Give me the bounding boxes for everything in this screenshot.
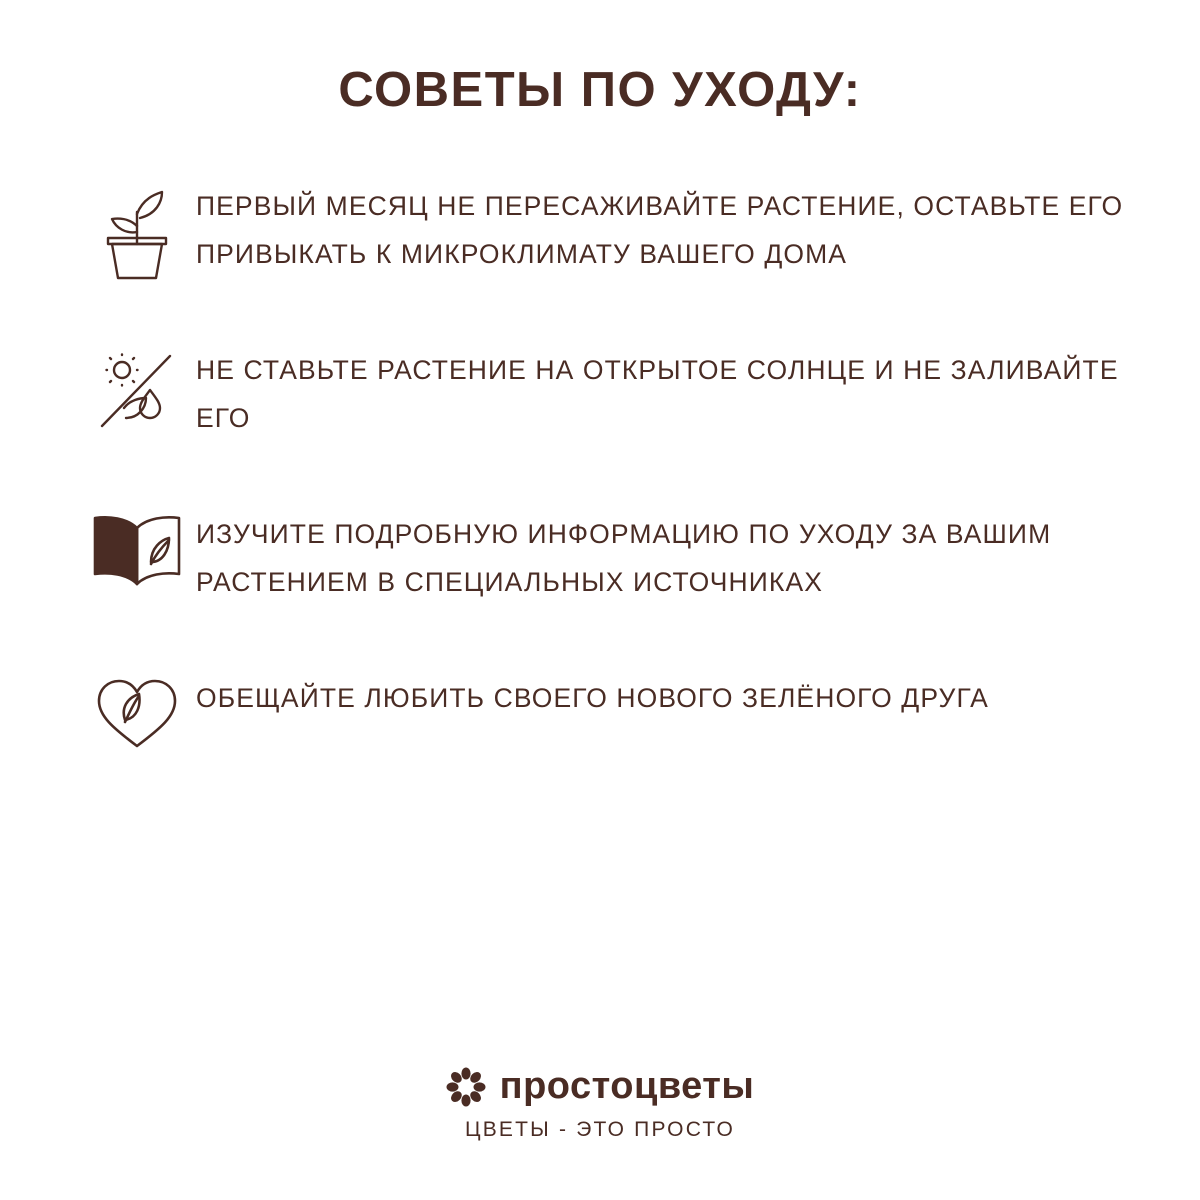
list-item: [0, 506, 1200, 616]
tip-text: ПЕРВЫЙ МЕСЯЦ НЕ ПЕРЕСАЖИВАЙТЕ РАСТЕНИЕ, ОСТАВЬТЕ ЕГО ПРИВЫКАТЬ К МИКРОКЛИМАТУ ВАШЕГО ДОМА: [196, 191, 1124, 269]
open-book-icon: [78, 506, 196, 616]
list-item: [0, 342, 1200, 452]
tip-text: ИЗУЧИТЕ ПОДРОБНУЮ ИНФОРМАЦИЮ ПО УХОДУ ЗА ВАШИМ РАСТЕНИЕМ В СПЕЦИАЛЬНЫХ ИСТОЧНИКАХ: [196, 519, 1052, 597]
tip-text: НЕ СТАВЬТЕ РАСТЕНИЕ НА ОТКРЫТОЕ СОЛНЦЕ И НЕ ЗАЛИВАЙТЕ ЕГО: [196, 355, 1119, 433]
list-item: [0, 670, 1200, 780]
potted-plant-icon: [78, 178, 196, 288]
brand-logo: [0, 1065, 1200, 1108]
brand-tagline: ЦВЕТЫ - ЭТО ПРОСТО: [464, 1118, 736, 1141]
footer: [0, 1065, 1200, 1142]
heart-leaf-icon: [78, 670, 196, 780]
list-item: [0, 178, 1200, 288]
flower-logo-icon: [446, 1067, 486, 1107]
page-title: СОВЕТЫ ПО УХОДУ:: [338, 63, 862, 117]
tip-text: ОБЕЩАЙТЕ ЛЮБИТЬ СВОЕГО НОВОГО ЗЕЛЁНОГО ДРУГА: [196, 683, 989, 713]
no-sun-no-watering-icon: [78, 342, 196, 452]
brand-name: простоцветы: [499, 1065, 755, 1107]
tips-list: [0, 178, 1200, 834]
